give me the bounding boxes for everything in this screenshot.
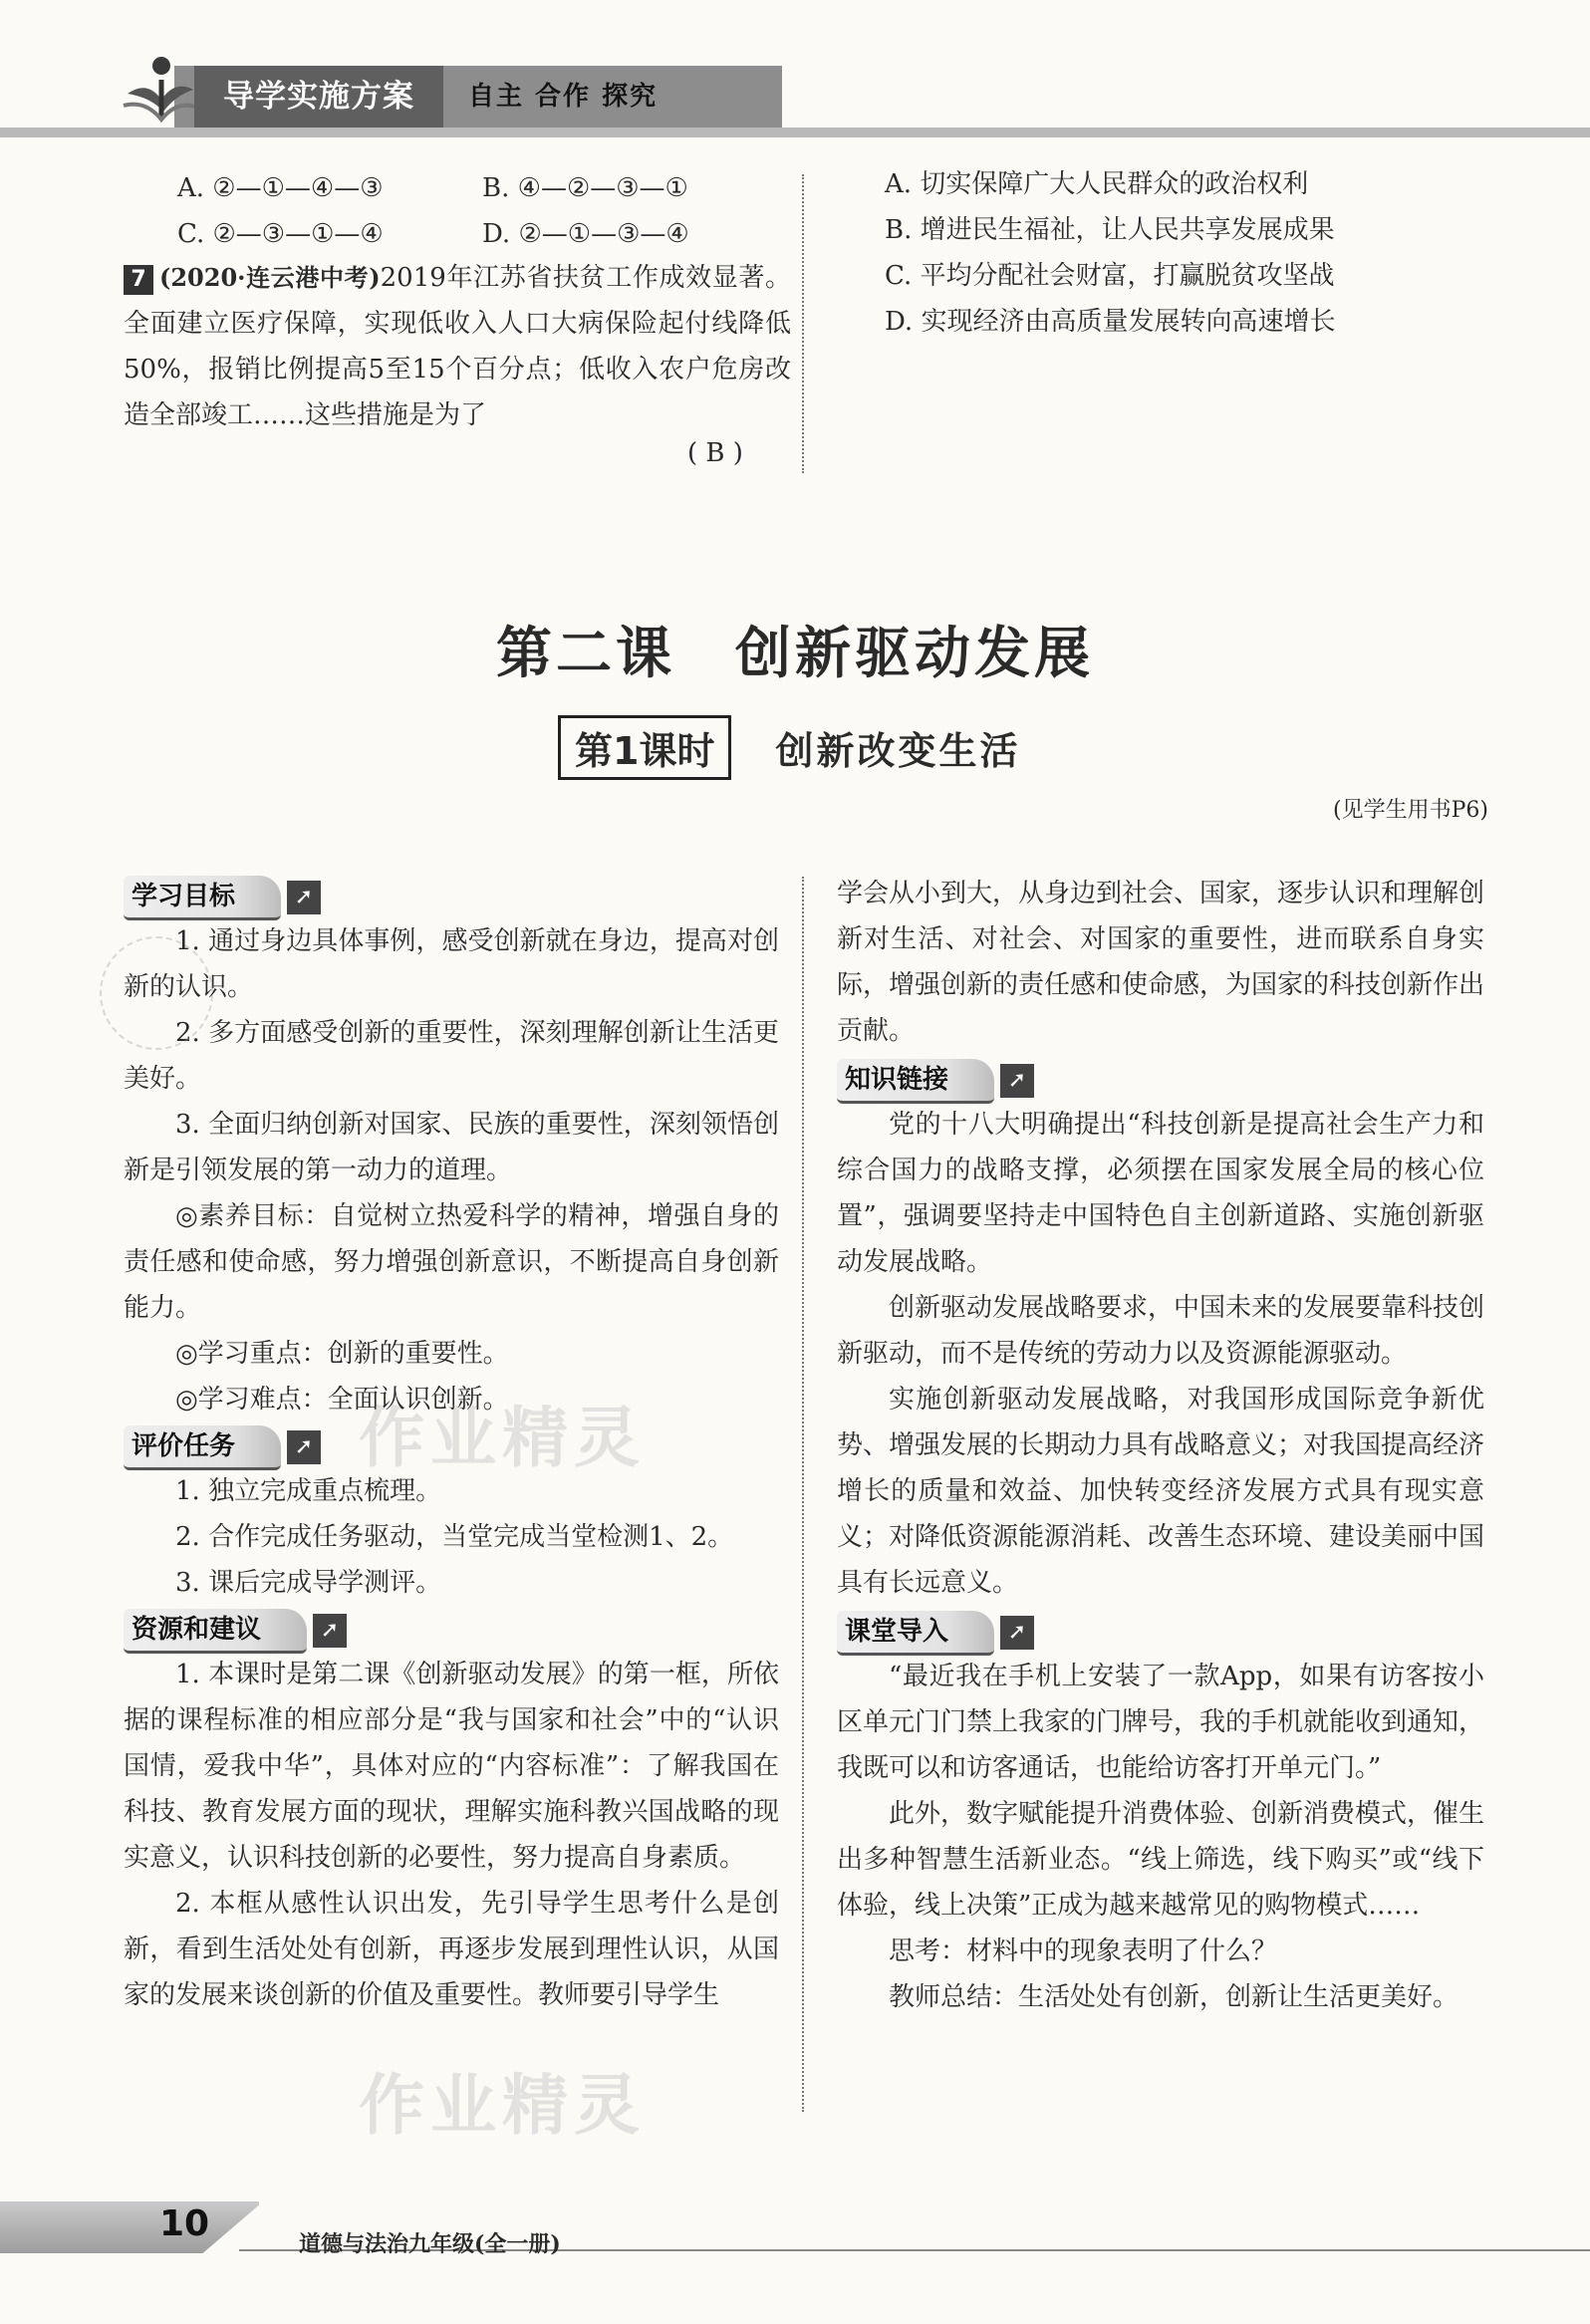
- option-b: B. ④—②—③—①: [482, 173, 688, 203]
- book-title: 道德与法治九年级(全一册): [299, 2231, 561, 2257]
- question-answer: ( B ): [687, 438, 743, 468]
- objectives-tag-label: 学习目标: [124, 876, 281, 920]
- intro-paragraph: 此外，数字赋能提升消费体验、创新消费模式，催生出多种智慧生活新业态。“线上筛选，线下购买”或“线下体验，线上决策”正成为越来越常见的购物模式……: [837, 1799, 1485, 1921]
- question-text: 2019年江苏省扶贫工作成效显著。全面建立医疗保障，实现低收入人口大病保险起付线降低50%，报销比例提高5至15个百分点；低收入农户危房改造全部竣工……这些措施是为了: [124, 263, 791, 430]
- question-source: (2020·连云港中考): [159, 263, 381, 292]
- knowledge-paragraph: 实施创新驱动发展战略，对我国形成国际竞争新优势、增强发展的长期动力具有战略意义；对我国提高经济增长的质量和效益、加快转变经济发展方式具有现实意义；对降低资源能源消耗、改善生态环境、建设美丽中国具有长远意义。: [837, 1385, 1485, 1598]
- header-subtitle: 自主 合作 探究: [468, 82, 659, 112]
- task-item: 2. 合作完成任务驱动，当堂完成当堂检测1、2。: [175, 1522, 734, 1552]
- watermark: 作业精灵: [359, 1400, 646, 1476]
- objective-item: 3. 全面归纳创新对国家、民族的重要性，深刻领悟创新是引领发展的第一动力的道理。: [124, 1110, 779, 1185]
- option-c: C. ②—③—①—④: [177, 219, 384, 249]
- arrow-icon: ➚: [313, 1614, 347, 1648]
- continued-text: 学会从小到大，从身边到社会、国家，逐步认识和理解创新对生活、对社会、对国家的重要性，进而联系自身实际，增强创新的责任感和使命感，为国家的科技创新作出贡献。: [837, 879, 1485, 1046]
- intro-tag: [837, 1612, 1484, 1654]
- column-divider: [802, 174, 804, 473]
- knowledge-paragraph: 党的十八大明确提出“科技创新是提高社会生产力和综合国力的战略支撑，必须摆在国家发展全局的核心位置”，强调要坚持走中国特色自主创新道路、实施创新驱动发展战略。: [837, 1110, 1484, 1277]
- right-column: [837, 871, 1484, 2020]
- watermark: 作业精灵: [359, 2067, 646, 2144]
- right-option-a: A. 切实保障广大人民群众的政治权利: [885, 169, 1309, 199]
- right-option-d: D. 实现经济由高质量发展转向高速增长: [885, 307, 1336, 337]
- task-item: 3. 课后完成导学测评。: [175, 1568, 442, 1598]
- header-title: 导学实施方案: [194, 66, 443, 128]
- resources-tag: [124, 1610, 779, 1652]
- period-heading: [558, 719, 1020, 775]
- difficult-point: ◎学习难点：全面认识创新。: [175, 1385, 509, 1415]
- literacy-goal: ◎素养目标：自觉树立热爱科学的精神，增强自身的责任感和使命感，努力增强创新意识，不断提高自身创新能力。: [124, 1201, 779, 1323]
- arrow-icon: ➚: [287, 881, 321, 914]
- knowledge-tag: [837, 1060, 1484, 1102]
- objective-item: 1. 通过身边具体事例，感受创新就在身边，提高对创新的认识。: [124, 926, 779, 1002]
- knowledge-paragraph: 创新驱动发展战略要求，中国未来的发展要靠科技创新驱动，而不是传统的劳动力以及资源能源驱动。: [837, 1293, 1485, 1369]
- intro-tag-label: 课堂导入: [837, 1611, 994, 1656]
- arrow-icon: ➚: [1000, 1064, 1034, 1098]
- option-a: A. ②—①—④—③: [177, 173, 384, 203]
- question-number: 7: [124, 265, 153, 295]
- arrow-icon: ➚: [287, 1430, 321, 1464]
- resource-item: 1. 本课时是第二课《创新驱动发展》的第一框，所依据的课程标准的相应部分是“我与国家和社会”中的“认识国情，爱我中华”，具体对应的“内容标准”：了解我国在科技、教育发展方面的现状，理解实施科教兴国战略的现实意义，认识科技创新的必要性，努力提高自身素质。: [124, 1660, 779, 1873]
- right-option-c: C. 平均分配社会财富，打赢脱贫攻坚战: [885, 261, 1335, 291]
- intro-quote: “最近我在手机上安装了一款App，如果有访客按小区单元门门禁上我家的门牌号，我的手机就能收到通知，我既可以和访客通话，也能给访客打开单元门。”: [837, 1662, 1485, 1783]
- knowledge-tag-label: 知识链接: [837, 1059, 994, 1104]
- option-d: D. ②—①—③—④: [482, 219, 689, 249]
- objectives-tag: [124, 877, 779, 918]
- footer-corner: [199, 2196, 269, 2256]
- right-option-b: B. 增进民生福祉，让人民共享发展成果: [885, 215, 1335, 245]
- resource-item: 2. 本框从感性认识出发，先引导学生思考什么是创新，看到生活处处有创新，再逐步发展到理性认识，从国家的发展来谈创新的价值及重要性。教师要引导学生: [124, 1889, 779, 2010]
- intro-question: 思考：材料中的现象表明了什么？: [889, 1937, 1278, 1966]
- book-reference: (见学生用书P6): [1333, 798, 1488, 823]
- lesson-title: 第二课 创新驱动发展: [496, 622, 1094, 686]
- period-box: 第1课时: [558, 715, 731, 780]
- question-7: [124, 255, 791, 438]
- column-divider-lower: [802, 877, 804, 2112]
- watermark-stamp: [100, 936, 213, 1050]
- reading-figure-logo-icon: [118, 50, 197, 129]
- period-title: 创新改变生活: [775, 728, 1021, 773]
- header-rule: [0, 128, 1590, 137]
- key-point: ◎学习重点：创新的重要性。: [175, 1339, 509, 1369]
- arrow-icon: ➚: [1000, 1616, 1034, 1650]
- task-item: 1. 独立完成重点梳理。: [175, 1476, 442, 1506]
- tasks-tag-label: 评价任务: [124, 1425, 281, 1470]
- resources-tag-label: 资源和建议: [124, 1609, 307, 1654]
- teacher-summary: 教师总结：生活处处有创新，创新让生活更美好。: [889, 1982, 1459, 2012]
- objective-item: 2. 多方面感受创新的重要性，深刻理解创新让生活更美好。: [124, 1018, 779, 1094]
- page-number: 10: [159, 2203, 210, 2244]
